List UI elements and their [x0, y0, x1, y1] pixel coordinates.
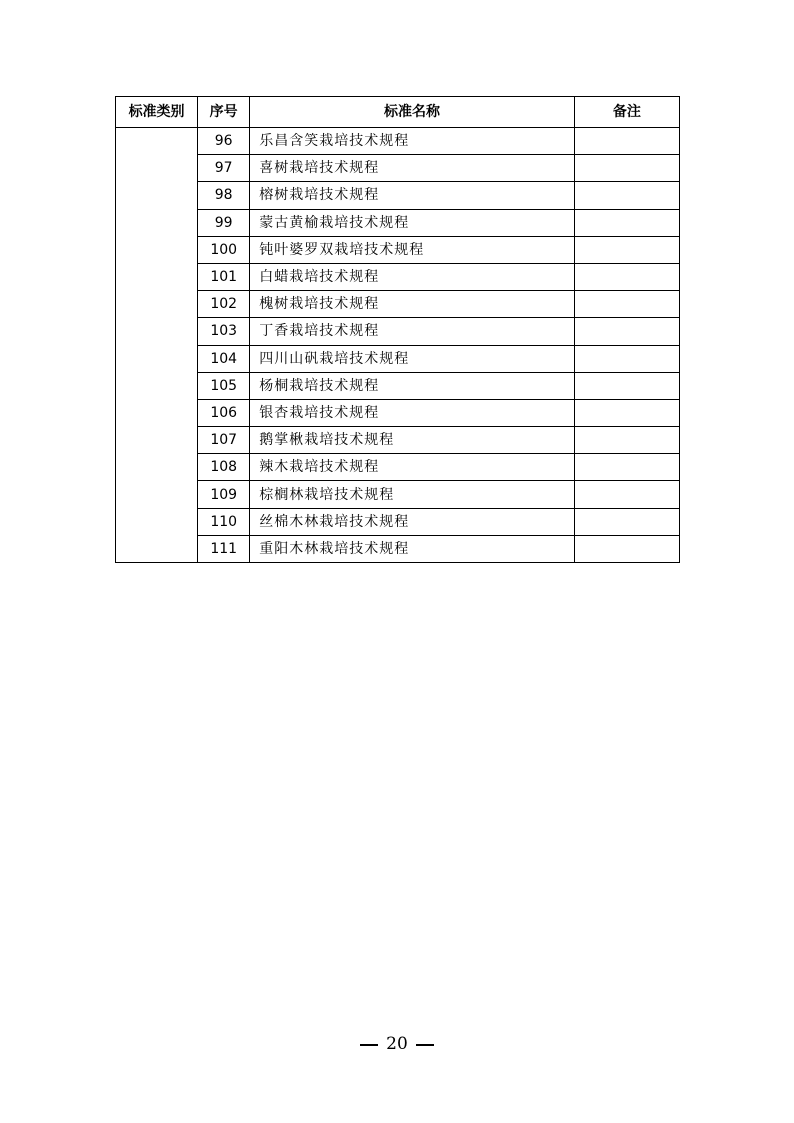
table-header-row	[116, 97, 680, 128]
table-row	[116, 399, 680, 426]
header-note: 备注	[574, 97, 679, 128]
table-body	[116, 128, 680, 563]
row-number: 99	[198, 209, 250, 236]
row-standard-name: 白蜡栽培技术规程	[250, 263, 575, 290]
table-row	[116, 345, 680, 372]
row-number: 107	[198, 427, 250, 454]
row-number: 105	[198, 372, 250, 399]
row-standard-name: 榕树栽培技术规程	[250, 182, 575, 209]
left-dash	[360, 1044, 378, 1046]
table-row	[116, 263, 680, 290]
row-note	[574, 318, 679, 345]
row-note	[574, 128, 679, 155]
row-number: 101	[198, 263, 250, 290]
row-standard-name: 槐树栽培技术规程	[250, 291, 575, 318]
table-row	[116, 291, 680, 318]
row-standard-name: 钝叶婆罗双栽培技术规程	[250, 236, 575, 263]
row-note	[574, 236, 679, 263]
header-category: 标准类别	[116, 97, 198, 128]
standards-table	[115, 96, 680, 563]
row-note	[574, 535, 679, 562]
row-standard-name: 丁香栽培技术规程	[250, 318, 575, 345]
row-note	[574, 427, 679, 454]
table-row	[116, 372, 680, 399]
row-note	[574, 508, 679, 535]
row-standard-name: 丝棉木林栽培技术规程	[250, 508, 575, 535]
header-number: 序号	[198, 97, 250, 128]
table-row	[116, 209, 680, 236]
row-number: 104	[198, 345, 250, 372]
row-note	[574, 481, 679, 508]
table-row	[116, 508, 680, 535]
page-number: 20	[386, 1034, 408, 1054]
row-number: 103	[198, 318, 250, 345]
table-row	[116, 182, 680, 209]
row-note	[574, 263, 679, 290]
row-standard-name: 重阳木林栽培技术规程	[250, 535, 575, 562]
row-number: 97	[198, 155, 250, 182]
row-note	[574, 454, 679, 481]
row-note	[574, 345, 679, 372]
table-row	[116, 454, 680, 481]
row-standard-name: 四川山矾栽培技术规程	[250, 345, 575, 372]
row-standard-name: 乐昌含笑栽培技术规程	[250, 128, 575, 155]
row-standard-name: 棕榈林栽培技术规程	[250, 481, 575, 508]
row-number: 108	[198, 454, 250, 481]
row-number: 109	[198, 481, 250, 508]
row-number: 102	[198, 291, 250, 318]
right-dash	[416, 1044, 434, 1046]
row-number: 111	[198, 535, 250, 562]
row-standard-name: 杨桐栽培技术规程	[250, 372, 575, 399]
table-row	[116, 481, 680, 508]
category-cell	[116, 128, 198, 563]
row-number: 100	[198, 236, 250, 263]
table-row	[116, 427, 680, 454]
row-note	[574, 372, 679, 399]
table-row	[116, 535, 680, 562]
table-row	[116, 236, 680, 263]
page-footer	[0, 1034, 794, 1054]
row-number: 106	[198, 399, 250, 426]
row-standard-name: 喜树栽培技术规程	[250, 155, 575, 182]
header-name: 标准名称	[250, 97, 575, 128]
row-note	[574, 155, 679, 182]
row-standard-name: 银杏栽培技术规程	[250, 399, 575, 426]
row-number: 110	[198, 508, 250, 535]
row-standard-name: 蒙古黄榆栽培技术规程	[250, 209, 575, 236]
row-note	[574, 182, 679, 209]
table-row	[116, 155, 680, 182]
row-note	[574, 209, 679, 236]
row-standard-name: 鹅掌楸栽培技术规程	[250, 427, 575, 454]
row-number: 98	[198, 182, 250, 209]
row-note	[574, 399, 679, 426]
table-row	[116, 318, 680, 345]
row-note	[574, 291, 679, 318]
table-row	[116, 128, 680, 155]
row-standard-name: 辣木栽培技术规程	[250, 454, 575, 481]
row-number: 96	[198, 128, 250, 155]
